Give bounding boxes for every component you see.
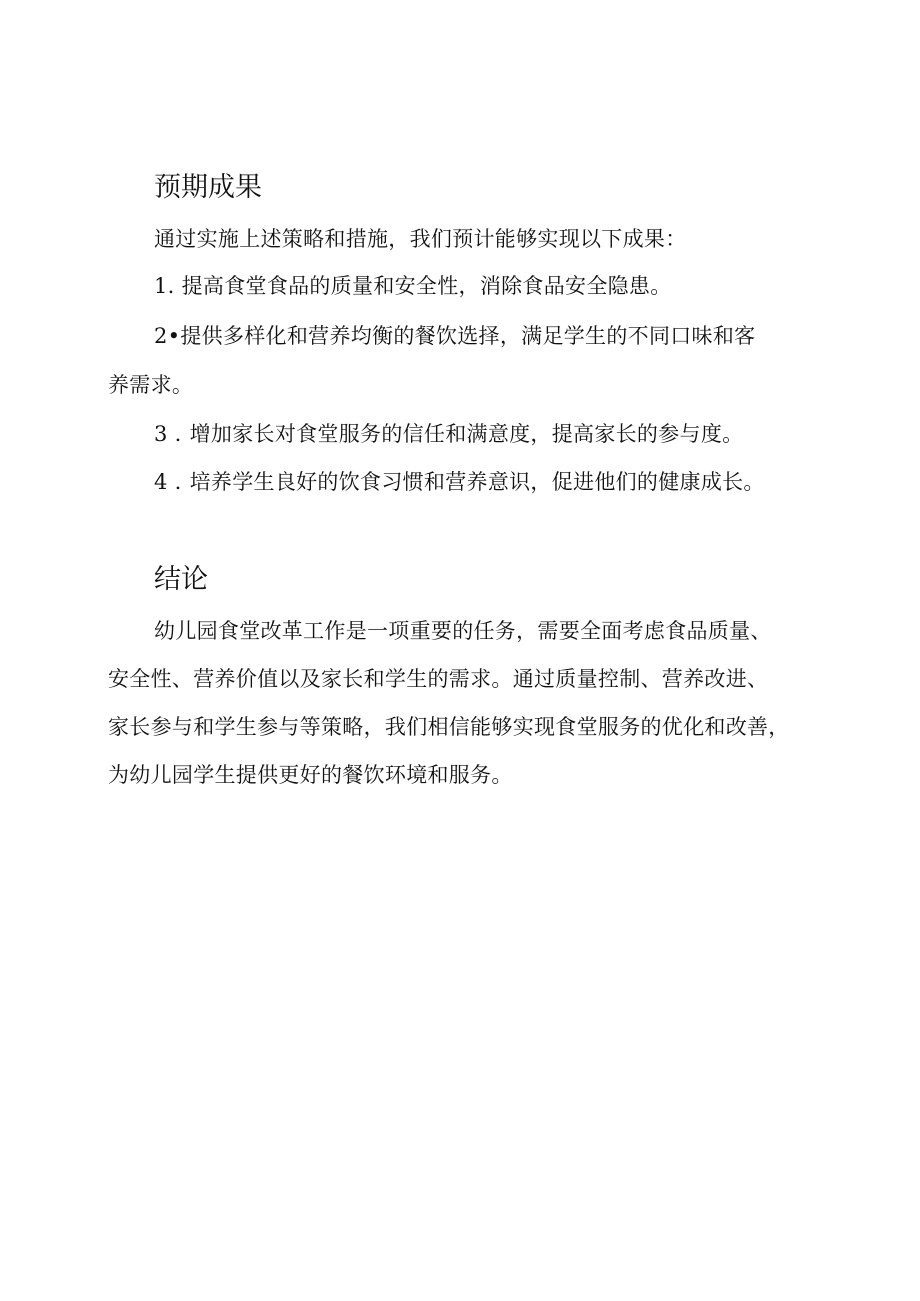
outcome-item-4-text: 培养学生良好的饮食习惯和营养意识，促进他们的健康成长。 xyxy=(189,470,765,494)
section-heading-outcomes: 预期成果 xyxy=(154,172,262,203)
outcome-item-4 xyxy=(154,467,765,497)
outcome-item-3-number: 3 . xyxy=(154,422,182,446)
outcome-item-2-number: 2• xyxy=(154,324,181,348)
section-heading-conclusion: 结论 xyxy=(154,564,208,595)
conclusion-line-4: 为幼儿园学生提供更好的餐饮环境和服务。 xyxy=(108,763,513,787)
outcome-item-1-text: 提高食堂食品的质量和安全性，消除食品安全隐患。 xyxy=(181,274,672,298)
outcome-item-1 xyxy=(154,271,672,301)
conclusion-line-1: 幼儿园食堂改革工作是一项重要的任务，需要全面考虑食品质量、 xyxy=(154,619,772,643)
outcome-item-2-text: 提供多样化和营养均衡的餐饮选择，满足学生的不同口味和客 xyxy=(180,324,756,348)
outcome-item-1-number: 1. xyxy=(154,274,175,298)
conclusion-line-3: 家长参与和学生参与等策略，我们相信能够实现食堂服务的优化和改善， xyxy=(108,715,790,739)
outcome-item-2 xyxy=(154,321,755,351)
outcome-item-3-text: 增加家长对食堂服务的信任和满意度，提高家长的参与度。 xyxy=(189,422,744,446)
outcome-item-2-continuation: 养需求。 xyxy=(108,373,194,397)
conclusion-line-2: 安全性、营养价值以及家长和学生的需求。通过质量控制、营养改进、 xyxy=(108,667,769,691)
outcomes-intro: 通过实施上述策略和措施，我们预计能够实现以下成果： xyxy=(154,227,687,251)
outcome-item-3 xyxy=(154,419,743,449)
outcome-item-4-number: 4 . xyxy=(154,470,182,494)
